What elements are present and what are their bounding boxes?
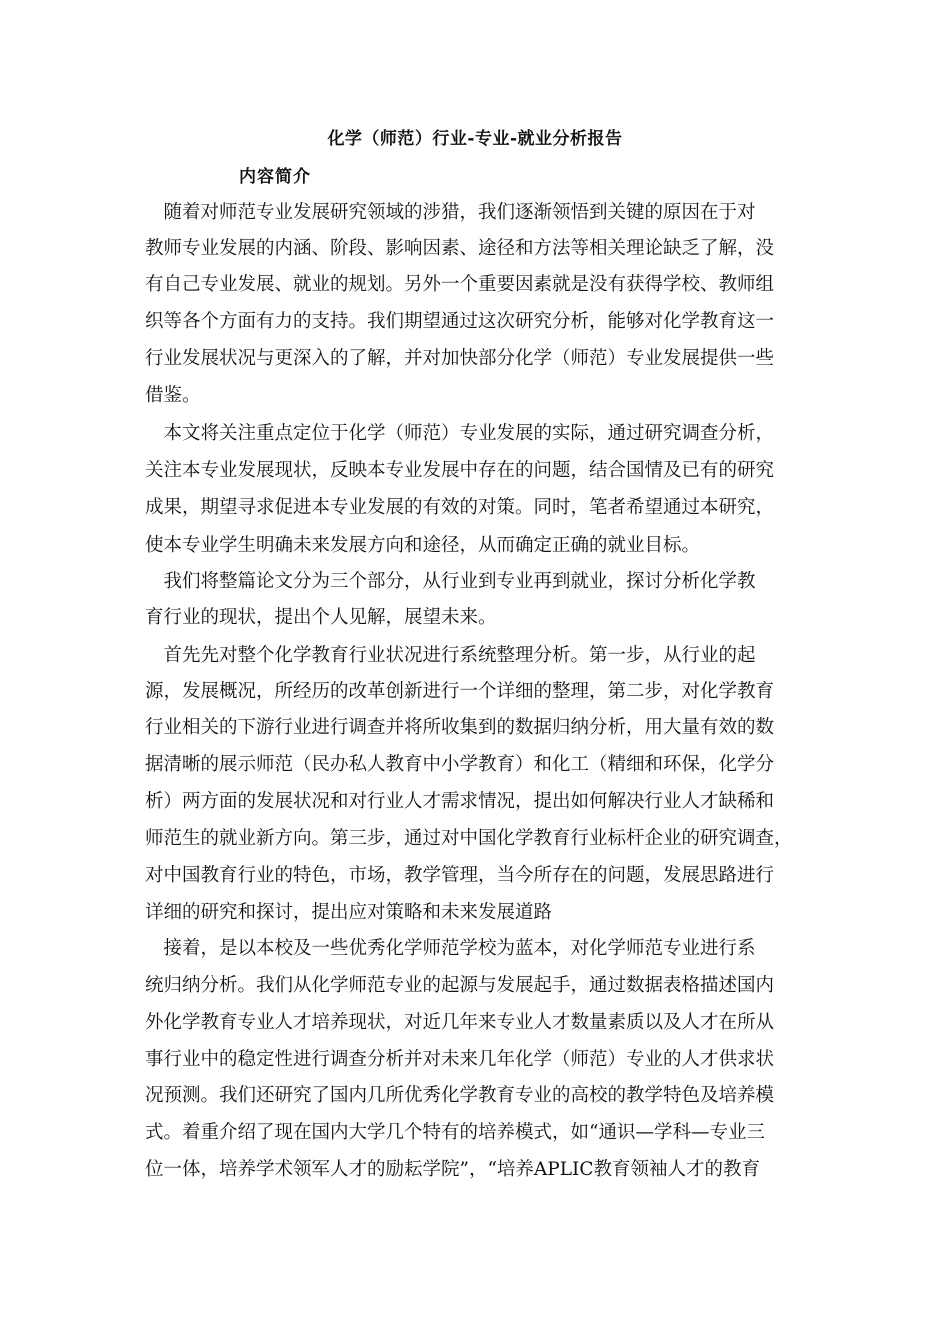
text-line: 外化学教育专业人才培养现状，对近几年来专业人才数量素质以及人才在所从 bbox=[145, 1012, 775, 1033]
text-line: 首先先对整个化学教育行业状况进行系统整理分析。第一步，从行业的起 bbox=[145, 645, 756, 666]
text-line: 使本专业学生明确未来发展方向和途径，从而确定正确的就业目标。 bbox=[145, 535, 701, 556]
text-line: 详细的研究和探讨，提出应对策略和未来发展道路 bbox=[145, 902, 553, 923]
text-line: 成果，期望寻求促进本专业发展的有效的对策。同时，笔者希望通过本研究， bbox=[145, 497, 775, 518]
text-line: 织等各个方面有力的支持。我们期望通过这次研究分析，能够对化学教育这一 bbox=[145, 311, 775, 332]
text-line: 我们将整篇论文分为三个部分，从行业到专业再到就业，探讨分析化学教 bbox=[145, 571, 756, 592]
text-line: 本文将关注重点定位于化学（师范）专业发展的实际，通过研究调查分析， bbox=[145, 423, 775, 444]
text-line: 教师专业发展的内涵、阶段、影响因素、途径和方法等相关理论缺乏了解，没 bbox=[145, 238, 775, 259]
text-line: 行业发展状况与更深入的了解，并对加快部分化学（师范）专业发展提供一些 bbox=[145, 348, 775, 369]
text-line: 析）两方面的发展状况和对行业人才需求情况，提出如何解决行业人才缺稀和 bbox=[145, 791, 775, 812]
text-line: 关注本专业发展现状，反映本专业发展中存在的问题，结合国情及已有的研究 bbox=[145, 460, 775, 481]
text-line: 事行业中的稳定性进行调查分析并对未来几年化学（师范）专业的人才供求状 bbox=[145, 1049, 775, 1070]
document-title: 化学（师范）行业-专业-就业分析报告 bbox=[327, 129, 623, 149]
text-line: 借鉴。 bbox=[145, 385, 201, 406]
text-line: 源，发展概况，所经历的改革创新进行一个详细的整理，第二步，对化学教育 bbox=[145, 681, 775, 702]
text-line: 据清晰的展示师范（民办私人教育中小学教育）和化工（精细和环保，化学分 bbox=[145, 754, 775, 775]
text-line: 有自己专业发展、就业的规划。另外一个重要因素就是没有获得学校、教师组 bbox=[145, 274, 775, 295]
text-line: 接着，是以本校及一些优秀化学师范学校为蓝本，对化学师范专业进行系 bbox=[145, 938, 756, 959]
text-line: 对中国教育行业的特色，市场，教学管理，当今所存在的问题，发展思路进行 bbox=[145, 865, 775, 886]
text-line: 统归纳分析。我们从化学师范专业的起源与发展起手，通过数据表格描述国内 bbox=[145, 975, 775, 996]
text-line: 师范生的就业新方向。第三步，通过对中国化学教育行业标杆企业的研究调查， bbox=[145, 828, 793, 849]
text-line: 育行业的现状，提出个人见解，展望未来。 bbox=[145, 607, 497, 628]
text-line: 随着对师范专业发展研究领域的涉猎，我们逐渐领悟到关键的原因在于对 bbox=[145, 202, 756, 223]
text-line: 位一体，培养学术领军人才的励耘学院”，“培养APLIC教育领袖人才的教育 bbox=[145, 1159, 760, 1180]
text-line: 行业相关的下游行业进行调查并将所收集到的数据归纳分析，用大量有效的数 bbox=[145, 717, 775, 738]
text-line: 式。着重介绍了现在国内大学几个特有的培养模式，如“通识—学科—专业三 bbox=[145, 1122, 765, 1143]
section-heading: 内容简介 bbox=[239, 167, 311, 187]
text-line: 况预测。我们还研究了国内几所优秀化学教育专业的高校的教学特色及培养模 bbox=[145, 1085, 775, 1106]
